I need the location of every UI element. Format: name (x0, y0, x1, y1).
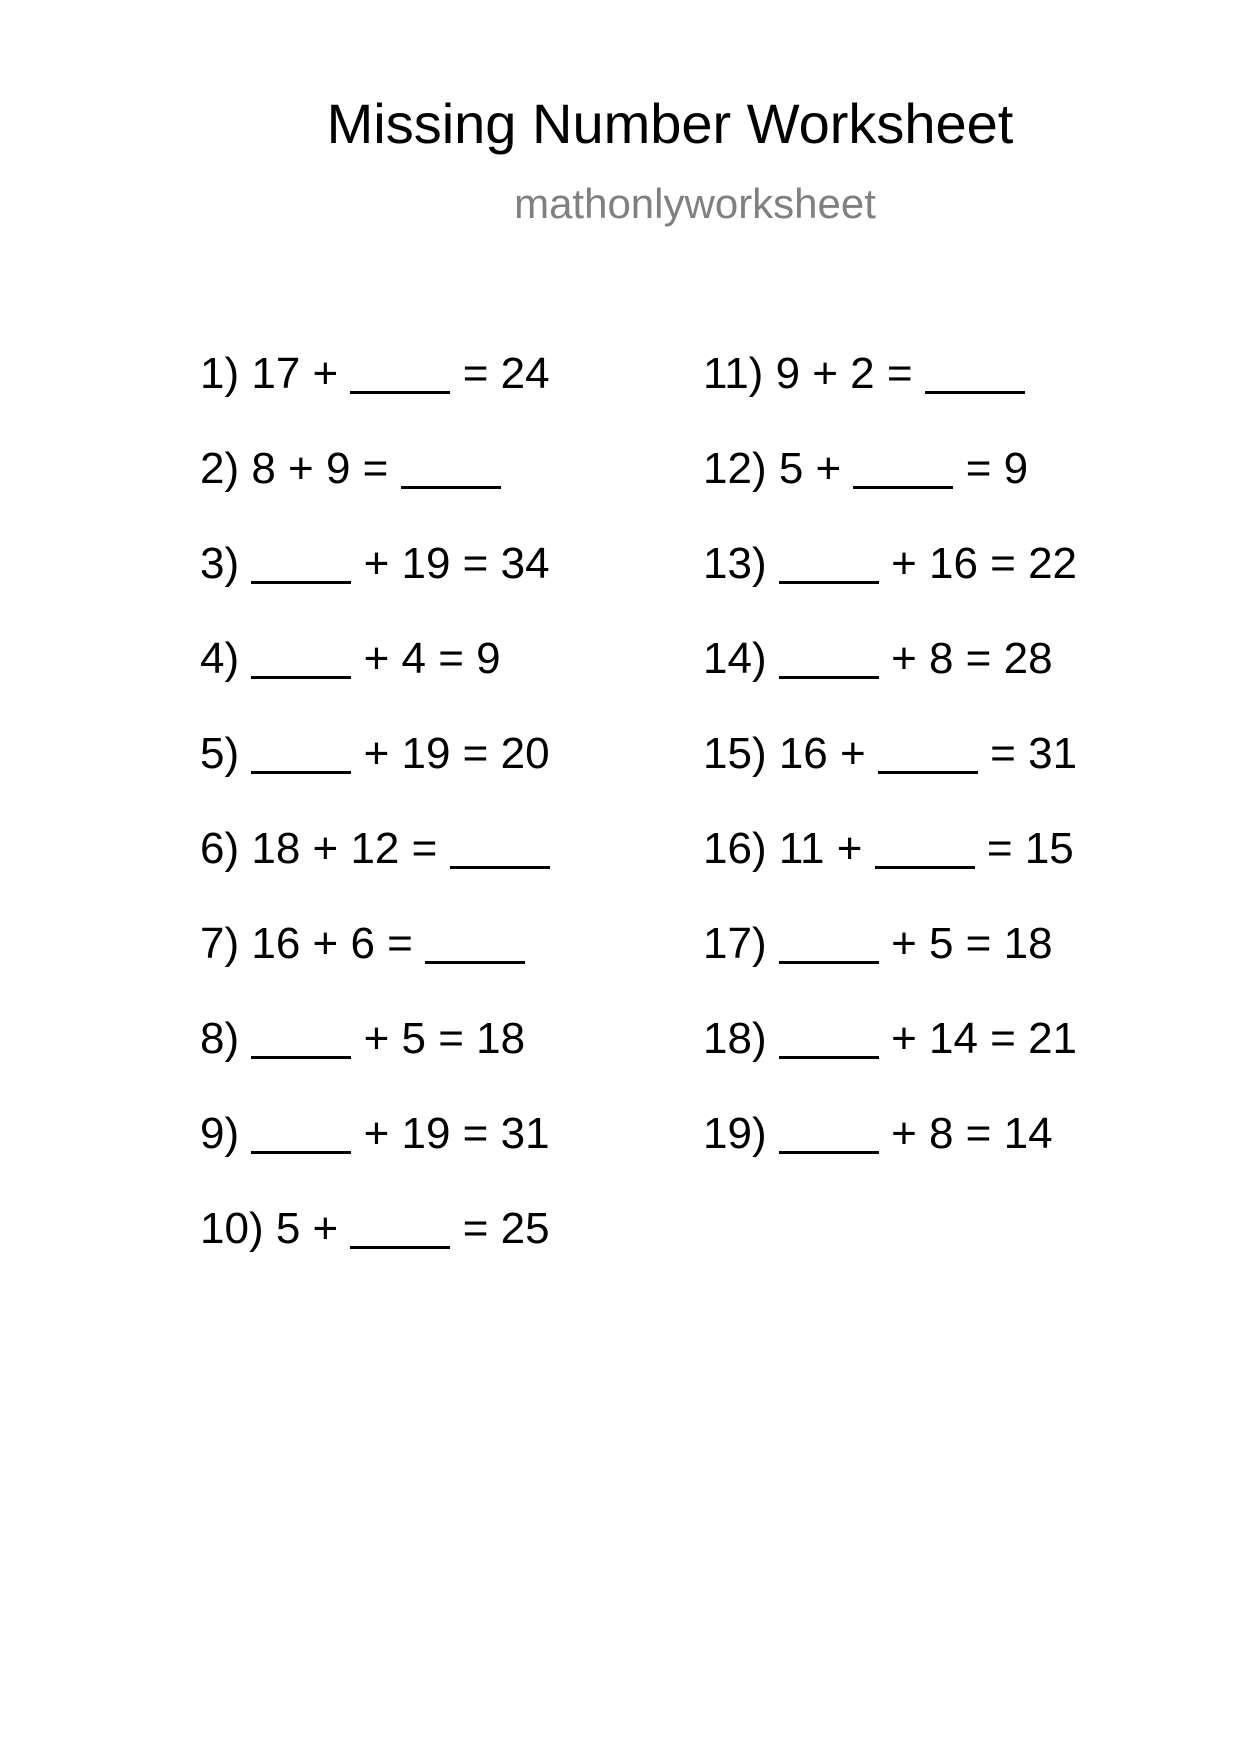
problem-7 (200, 919, 525, 968)
problem-right: + 19 = 31 (363, 1109, 550, 1158)
answer-blank[interactable] (350, 1212, 450, 1249)
problem-14 (703, 634, 1053, 683)
problem-number: 12) (703, 444, 767, 493)
problem-left: 8 + 9 = (251, 444, 389, 493)
problem-16 (703, 824, 1074, 873)
problem-number: 5) (200, 729, 240, 778)
problem-number: 7) (200, 919, 240, 968)
problem-11 (703, 349, 1025, 398)
answer-blank[interactable] (350, 357, 450, 394)
answer-blank[interactable] (779, 642, 879, 679)
answer-blank[interactable] (251, 737, 351, 774)
problem-3 (200, 539, 550, 588)
answer-blank[interactable] (425, 927, 525, 964)
answer-blank[interactable] (875, 832, 975, 869)
problem-15 (703, 729, 1078, 778)
answer-blank[interactable] (878, 737, 978, 774)
problem-right: + 16 = 22 (891, 539, 1078, 588)
problem-number: 2) (200, 444, 240, 493)
problem-13 (703, 539, 1078, 588)
problem-right: + 5 = 18 (891, 919, 1053, 968)
answer-blank[interactable] (251, 1117, 351, 1154)
problem-right: + 19 = 20 (363, 729, 550, 778)
answer-blank[interactable] (925, 357, 1025, 394)
answer-blank[interactable] (779, 927, 879, 964)
problem-number: 14) (703, 634, 767, 683)
problem-number: 9) (200, 1109, 240, 1158)
problem-number: 15) (703, 729, 767, 778)
problem-left: 16 + 6 = (251, 919, 413, 968)
answer-blank[interactable] (853, 452, 953, 489)
problem-4 (200, 634, 501, 683)
problem-number: 19) (703, 1109, 767, 1158)
problem-right: = 31 (990, 729, 1078, 778)
worksheet-title: Missing Number Worksheet (326, 92, 1014, 155)
problem-right: = 15 (986, 824, 1074, 873)
problem-right: + 19 = 34 (363, 539, 550, 588)
problem-19 (703, 1109, 1053, 1158)
problem-number: 17) (703, 919, 767, 968)
problem-number: 6) (200, 824, 240, 873)
problem-right: + 14 = 21 (891, 1014, 1078, 1063)
problem-number: 1) (200, 349, 240, 398)
problem-number: 4) (200, 634, 240, 683)
problem-right: = 24 (462, 349, 550, 398)
problem-left: 16 + (778, 729, 866, 778)
problem-right: = 9 (965, 444, 1029, 493)
answer-blank[interactable] (779, 1022, 879, 1059)
answer-blank[interactable] (450, 832, 550, 869)
problem-right: + 4 = 9 (363, 634, 501, 683)
problem-number: 8) (200, 1014, 240, 1063)
problem-number: 3) (200, 539, 240, 588)
answer-blank[interactable] (251, 547, 351, 584)
problem-number: 18) (703, 1014, 767, 1063)
problem-6 (200, 824, 550, 873)
problem-right: = 25 (462, 1204, 550, 1253)
problem-left: 17 + (251, 349, 339, 398)
problem-left: 9 + 2 = (775, 349, 913, 398)
problem-9 (200, 1109, 550, 1158)
problem-left: 18 + 12 = (251, 824, 438, 873)
problem-10 (200, 1204, 550, 1253)
problem-left: 5 + (778, 444, 842, 493)
problem-1 (200, 349, 550, 398)
answer-blank[interactable] (779, 547, 879, 584)
problem-8 (200, 1014, 526, 1063)
worksheet-subtitle: mathonlyworksheet (514, 180, 876, 227)
problem-left: 5 + (275, 1204, 339, 1253)
answer-blank[interactable] (251, 642, 351, 679)
problem-number: 10) (200, 1204, 264, 1253)
problem-right: + 5 = 18 (363, 1014, 526, 1063)
answer-blank[interactable] (251, 1022, 351, 1059)
problem-17 (703, 919, 1053, 968)
problem-12 (703, 444, 1029, 493)
problem-right: + 8 = 28 (891, 634, 1053, 683)
problem-number: 13) (703, 539, 767, 588)
answer-blank[interactable] (779, 1117, 879, 1154)
answer-blank[interactable] (401, 452, 501, 489)
problem-18 (703, 1014, 1078, 1063)
problem-right: + 8 = 14 (891, 1109, 1053, 1158)
problem-number: 16) (703, 824, 767, 873)
problem-5 (200, 729, 550, 778)
problem-number: 11) (703, 349, 764, 398)
problem-2 (200, 444, 501, 493)
problem-left: 11 + (778, 824, 863, 873)
